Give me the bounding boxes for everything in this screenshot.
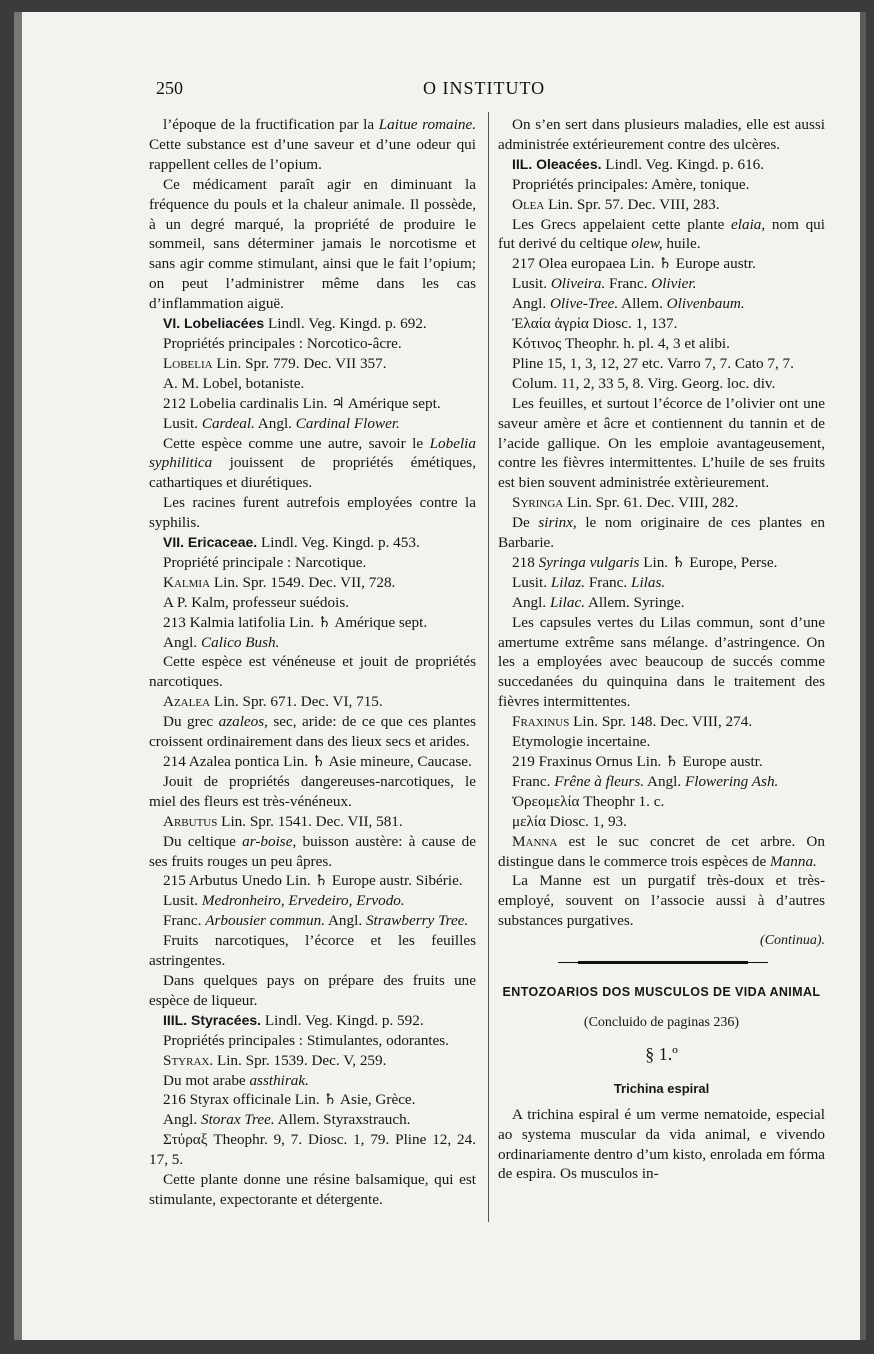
column-divider bbox=[488, 112, 489, 1222]
paragraph: 219 Fraxinus Ornus Lin. ♄ Europe austr. bbox=[512, 753, 763, 770]
paragraph: Angl. Lilac. Allem. Syringe. bbox=[512, 593, 685, 611]
article-subtitle: (Concluido de paginas 236) bbox=[583, 1014, 740, 1030]
paragraph: A trichina espiral é um verme nematoide, especial ao systema muscular da vida animal, e vivendo ordinariamente dentro d’um kisto, enrolada em fórma de espira. Os musculos in- bbox=[498, 1105, 825, 1183]
paragraph: Les capsules vertes du Lilas commun, sont d’une amertume extrême sans mélange. d’astringence. On les a employées avec beaucoup de succés comme succedanées du quinquina dans le traitement des fièvres intermittentes. bbox=[498, 613, 825, 711]
paragraph: Azalea Lin. Spr. 671. Dec. VI, 715. bbox=[163, 693, 383, 711]
paragraph: Lusit. Cardeal. Angl. Cardinal Flower. bbox=[163, 414, 400, 432]
paragraph: Ἐλαία ἀγρία Diosc. 1, 137. bbox=[512, 315, 678, 333]
paragraph: Olea Lin. Spr. 57. Dec. VIII, 283. bbox=[512, 195, 720, 213]
paragraph: 214 Azalea pontica Lin. ♄ Asie mineure, Caucase. bbox=[163, 753, 472, 770]
paragraph: Propriétés principales: Amère, tonique. bbox=[512, 175, 750, 193]
paragraph: Franc. Arbousier commun. Angl. Strawberry Tree. bbox=[163, 912, 469, 930]
paragraph: IIIL. Styracées. Lindl. Veg. Kingd. p. 592. bbox=[163, 1011, 424, 1029]
page-number: 250 bbox=[156, 78, 183, 98]
paragraph: Angl. Storax Tree. Allem. Styraxstrauch. bbox=[163, 1111, 411, 1129]
paragraph: Du mot arabe assthirak. bbox=[163, 1071, 309, 1089]
paragraph: Les Grecs appelaient cette plante elaia, nom qui fut derivé du celtique olew, huile. bbox=[498, 215, 825, 253]
continued-note: (Continua). bbox=[760, 933, 825, 949]
paragraph: 216 Styrax officinale Lin. ♄ Asie, Grèce. bbox=[163, 1091, 416, 1109]
paragraph: Lusit. Medronheiro, Ervedeiro, Ervodo. bbox=[163, 892, 405, 910]
paragraph: Lobelia Lin. Spr. 779. Dec. VII 357. bbox=[163, 354, 387, 372]
paragraph: Cette espèce comme une autre, savoir le Lobelia syphilitica jouissent de propriétés émétiques, cathartiques et diurétiques. bbox=[149, 434, 476, 492]
subsection-title: Trichina espiral bbox=[613, 1080, 710, 1096]
paragraph: Propriétés principales : Stimulantes, odorantes. bbox=[163, 1031, 449, 1049]
paragraph: Propriétés principales : Norcotico-âcre. bbox=[163, 334, 402, 352]
page-edge bbox=[860, 12, 866, 1340]
page-binding bbox=[14, 12, 22, 1340]
paragraph: Lusit. Lilaz. Franc. Lilas. bbox=[512, 573, 666, 591]
paragraph: l’époque de la fructification par la Laitue romaine. Cette substance est d’une saveur et d’une odeur qui rappellent celles de l’opium. bbox=[149, 116, 476, 173]
paragraph: 217 Olea europaea Lin. ♄ Europe austr. bbox=[512, 255, 756, 273]
paragraph: Cette espèce est vénéneuse et jouit de propriétés narcotiques. bbox=[149, 653, 476, 691]
paragraph: Syringa Lin. Spr. 61. Dec. VIII, 282. bbox=[512, 494, 739, 512]
paragraph: Colum. 11, 2, 33 5, 8. Virg. Georg. loc. div. bbox=[512, 374, 776, 392]
paragraph: Kalmia Lin. Spr. 1549. Dec. VII, 728. bbox=[163, 573, 396, 591]
paragraph: VII. Ericaceae. Lindl. Veg. Kingd. p. 453. bbox=[163, 534, 420, 552]
article-title: ENTOZOARIOS DOS MUSCULOS DE VIDA ANIMAL bbox=[502, 985, 821, 1000]
paragraph: Arbutus Lin. Spr. 1541. Dec. VII, 581. bbox=[163, 812, 403, 830]
paragraph: Jouit de propriétés dangereuses-narcotiques, le miel des fleurs est très-vénéneux. bbox=[149, 772, 476, 810]
paragraph: Lusit. Oliveira. Franc. Olivier. bbox=[512, 275, 697, 293]
paragraph: μελία Diosc. 1, 93. bbox=[512, 812, 627, 830]
running-title: O INSTITUTO bbox=[423, 78, 546, 98]
paragraph: 213 Kalmia latifolia Lin. ♄ Amérique sept. bbox=[163, 613, 428, 631]
paragraph: Pline 15, 1, 3, 12, 27 etc. Varro 7, 7. Cato 7, 7. bbox=[512, 354, 794, 372]
paragraph: Ce médicament paraît agir en diminuant la fréquence du pouls et la chaleur animale. Il possède, à un degré marqué, la propriété de produire le sommeil, sans déterminer jamais le norcotisme et sans agir comme stimulant, ainsi que le fait l’opium; on peut l’administrer même dans les cas d’inflammation aiguë. bbox=[149, 175, 476, 313]
paragraph: A P. Kalm, professeur suédois. bbox=[163, 593, 350, 611]
right-column bbox=[498, 115, 825, 1184]
paragraph: 218 Syringa vulgaris Lin. ♄ Europe, Perse. bbox=[512, 553, 778, 571]
paragraph: Etymologie incertaine. bbox=[512, 733, 651, 751]
paragraph: Propriété principale : Narcotique. bbox=[163, 553, 367, 571]
book-page bbox=[14, 12, 866, 1340]
paragraph: Κότινος Theophr. h. pl. 4, 3 et alibi. bbox=[512, 334, 730, 352]
paragraph: De sirinx, le nom originaire de ces plantes en Barbarie. bbox=[498, 514, 825, 552]
section-number: § 1.º bbox=[645, 1043, 678, 1064]
paragraph: IIL. Oleacées. Lindl. Veg. Kingd. p. 616. bbox=[512, 155, 765, 173]
paragraph: Fruits narcotiques, l’écorce et les feuilles astringentes. bbox=[149, 932, 476, 970]
left-column bbox=[149, 115, 476, 1210]
paragraph: 212 Lobelia cardinalis Lin. ♃ Amérique sept. bbox=[163, 394, 441, 412]
paragraph: VI. Lobeliacées Lindl. Veg. Kingd. p. 692. bbox=[163, 315, 427, 333]
paragraph: Στύραξ Theophr. 9, 7. Diosc. 1, 79. Pline 12, 24. 17, 5. bbox=[149, 1131, 476, 1169]
paragraph: Dans quelques pays on prépare des fruits une espèce de liqueur. bbox=[149, 971, 476, 1009]
paragraph: Ὀρεομελία Theophr 1. c. bbox=[512, 792, 665, 810]
paragraph: Manna est le suc concret de cet arbre. On distingue dans le commerce trois espèces de Manna. bbox=[498, 832, 825, 870]
paragraph: A. M. Lobel, botaniste. bbox=[163, 374, 305, 392]
paragraph: Styrax. Lin. Spr. 1539. Dec. V, 259. bbox=[163, 1051, 387, 1069]
paragraph: La Manne est un purgatif très-doux et très-employé, souvent on l’associe aussi à d’autres substances purgatives. bbox=[498, 872, 825, 930]
section-rule bbox=[498, 953, 825, 971]
paragraph: Fraxinus Lin. Spr. 148. Dec. VIII, 274. bbox=[512, 713, 753, 731]
paragraph: Angl. Olive-Tree. Allem. Olivenbaum. bbox=[512, 295, 745, 313]
paragraph: On s’en sert dans plusieurs maladies, elle est aussi administrée extérieurement contre des ulcères. bbox=[498, 116, 825, 153]
paragraph: Franc. Frêne à fleurs. Angl. Flowering Ash. bbox=[512, 772, 779, 790]
paragraph: Du celtique ar-boise, buisson austère: à cause de ses fruits rouges un peu âpres. bbox=[149, 832, 476, 870]
paragraph: Les racines furent autrefois employées contre la syphilis. bbox=[149, 494, 476, 532]
paragraph: Angl. Calico Bush. bbox=[163, 633, 280, 651]
paragraph: Cette plante donne une résine balsamique, qui est stimulante, expectorante et détergente. bbox=[149, 1171, 476, 1208]
paragraph: Du grec azaleos, sec, aride: de ce que ces plantes croissent ordinairement dans des lieux secs et arides. bbox=[149, 713, 476, 751]
paragraph: Les feuilles, et surtout l’écorce de l’olivier ont une saveur amère et âcre et contiennent du tannin et de l’acide gallique. On les emploie avantageusement, contre les fièvres intermittentes. L’huile de ses fruits est bien souvent administrée extèrieurement. bbox=[498, 394, 825, 492]
paragraph: 215 Arbutus Unedo Lin. ♄ Europe austr. Sibérie. bbox=[163, 872, 463, 890]
